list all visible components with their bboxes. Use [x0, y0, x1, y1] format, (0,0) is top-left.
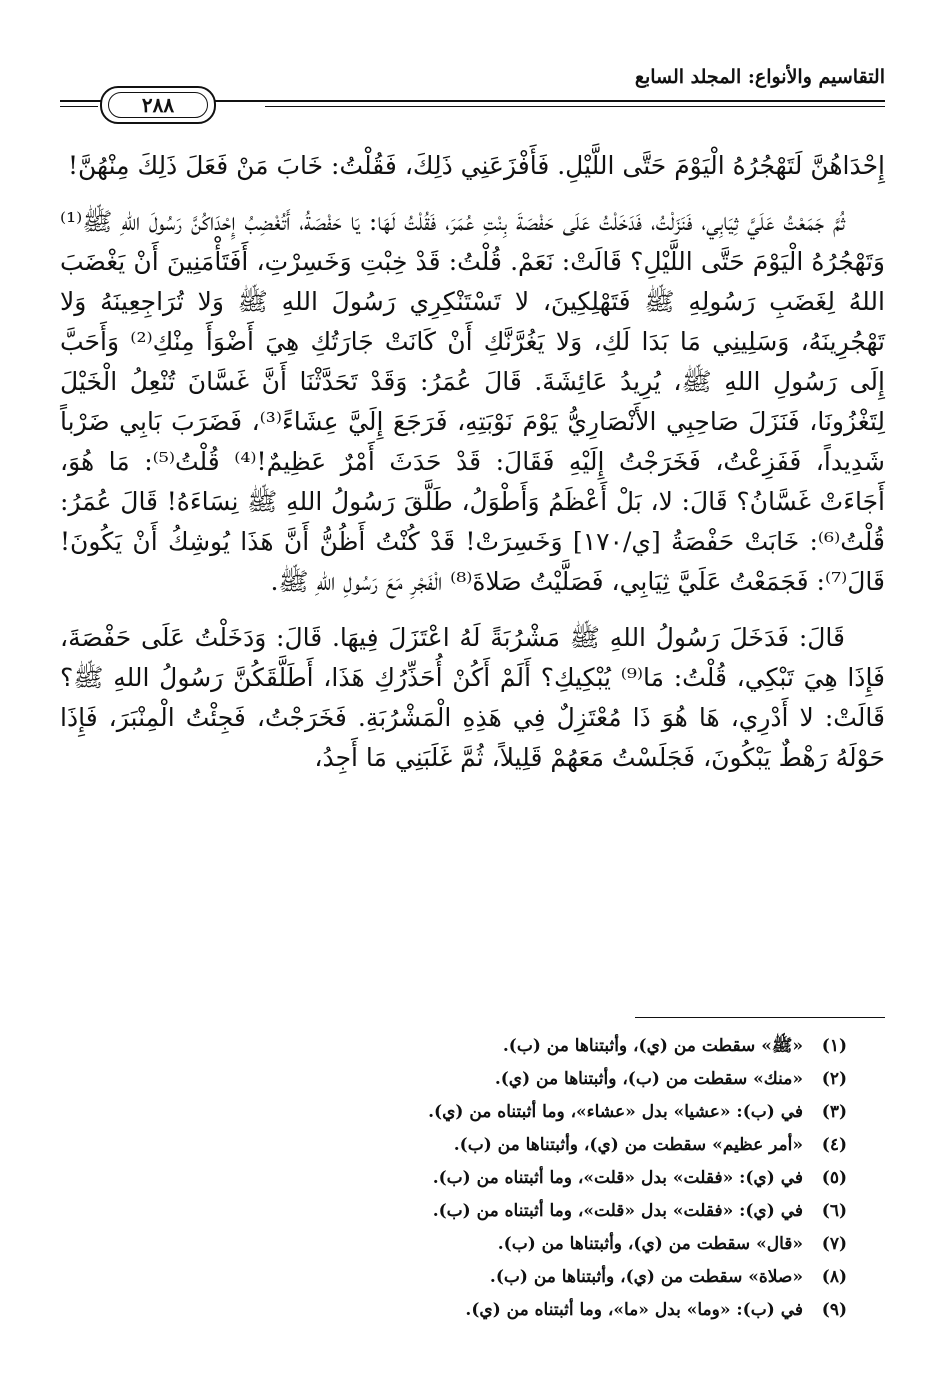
- footnote-number: (٦): [821, 1201, 847, 1221]
- footnote-number: (٤): [821, 1135, 847, 1155]
- paragraph-1: إِحْدَاهُنَّ لَتَهْجُرُهُ الْيَوْمَ حَتَّى اللَّيْلِ. فَأَفْزَعَنِي ذَلِكَ، فَقُلْتُ: خَابَ مَنْ فَعَلَ ذَلِكَ مِنْهُنَّ!: [67, 151, 885, 180]
- footnote-3: [60, 1096, 847, 1129]
- footnote-8: [60, 1261, 847, 1294]
- footnote-number: (١): [821, 1036, 847, 1056]
- footnote-9: [60, 1294, 847, 1327]
- footnote-7: [60, 1228, 847, 1261]
- footnote-text: في (ب): «وما» بدل «ما»، وما أثبتناه من (ي).: [465, 1300, 803, 1320]
- footnote-text: في (ي): «فقلت» بدل «قلت»، وما أثبتناه من (ب).: [432, 1168, 803, 1188]
- footnote-text: في (ب): «عشيا» بدل «عشاء»، وما أثبتناه من (ي).: [428, 1102, 803, 1122]
- page-number: ٢٨٨: [108, 92, 208, 118]
- footnote-2: [60, 1063, 847, 1096]
- footnotes: [60, 1030, 847, 1327]
- footnote-number: (٢): [821, 1069, 847, 1089]
- footnote-5: [60, 1162, 847, 1195]
- footnote-text: في (ي): «فقلت» بدل «قلت»، وما أثبتناه من (ب).: [432, 1201, 803, 1221]
- footnote-text: «أمر عظيم» سقطت من (ي)، وأثبتناها من (ب).: [453, 1135, 803, 1155]
- running-title: التقاسيم والأنواع: المجلد السابع: [634, 66, 885, 88]
- footnote-6: [60, 1195, 847, 1228]
- paragraph-2: ثُمَّ جَمَعْتُ عَلَيَّ ثِيَابِي، فَنَزَلْتُ، فَدَخَلْتُ عَلَى حَفْصَةَ بِنْتِ عُمَرَ، فَقُلْتُ لَهَا: يَا حَفْصَةُ، أَتُغْضِبُ إِحْدَاكُنَّ رَسُولَ اللهِ ﷺ⁽¹⁾ وَتَهْجُرُهُ الْيَوْمَ حَتَّى اللَّيْلِ؟ قَالَتْ: نَعَمْ. قُلْتُ: قَدْ خِبْتِ وَخَسِرْتِ، أَفَتَأْمَنِينَ أَنْ يَغْضَبَ اللهُ لِغَضَبِ رَسُولِهِ ﷺ فَتَهْلِكِينَ، لا تَسْتَنْكِرِي رَسُولَ اللهِ ﷺ وَلا تُرَاجِعِينَهُ وَلا تَهْجُرِينَهُ، وَسَلِينِي مَا بَدَا لَكِ، وَلا يَغُرَّنَّكِ أَنْ كَانَتْ جَارَتُكِ هِيَ أَضْوَأَ مِنْكِ⁽²⁾ وَأَحَبَّ إِلَى رَسُولِ اللهِ ﷺ، يُرِيدُ عَائِشَةَ. قَالَ عُمَرُ: وَقَدْ تَحَدَّثْنَا أَنَّ غَسَّانَ تُنْعِلُ الْخَيْلَ لِتَغْزُونَا، فَنَزَلَ صَاحِبِي الأَنْصَارِيُّ يَوْمَ نَوْبَتِهِ، فَرَجَعَ إِلَيَّ عِشَاءً⁽³⁾، فَضَرَبَ بَابِي ضَرْباً شَدِيداً، فَفَزِعْتُ، فَخَرَجْتُ إِلَيْهِ فَقَالَ: قَدْ حَدَثَ أَمْرٌ عَظِيمٌ!⁽⁴⁾ قُلْتُ⁽⁵⁾: مَا هُوَ، أَجَاءَتْ غَسَّانُ؟ قَالَ: لا، بَلْ أَعْظَمُ وَأَطْوَلُ، طَلَّقَ رَسُولُ اللهِ ﷺ نِسَاءَهُ! قَالَ عُمَرُ: قُلْتُ⁽⁶⁾: خَابَتْ حَفْصَةُ [ي/١٧٠] وَخَسِرَتْ! قَدْ كُنْتُ أَظُنُّ أَنَّ هَذَا يُوشِكُ أَنْ يَكُونَ! قَالَ⁽⁷⁾: فَجَمَعْتُ عَلَيَّ ثِيَابِي، فَصَلَّيْتُ صَلاةَ⁽⁸⁾ الْفَجْرِ مَعَ رَسُولِ اللهِ ﷺ.: [60, 207, 885, 596]
- main-text: [60, 146, 885, 778]
- header-rule-left: [60, 100, 98, 102]
- footnote-text: «قال» سقطت من (ي)، وأثبتناها من (ب).: [497, 1234, 803, 1254]
- header-rule-thin: [265, 106, 885, 107]
- paragraph-3: قَالَ: فَدَخَلَ رَسُولُ اللهِ ﷺ مَشْرُبَةً لَهُ اعْتَزَلَ فِيهَا. قَالَ: وَدَخَلْتُ عَلَى حَفْصَةَ، فَإِذَا هِيَ تَبْكِي، قُلْتُ: مَا⁽⁹⁾ يُبْكِيكِ؟ أَلَمْ أَكُنْ أُحَذِّرُكِ هَذَا، أَطَلَّقَكُنَّ رَسُولُ اللهِ ﷺ؟ قَالَتْ: لا أَدْرِي، هَا هُوَ ذَا مُعْتَزِلٌ فِي هَذِهِ الْمَشْرُبَةِ. فَخَرَجْتُ، فَجِئْتُ الْمِنْبَرَ، فَإِذَا حَوْلَهُ رَهْطٌ يَبْكُونَ، فَجَلَسْتُ مَعَهُمْ قَلِيلاً، ثُمَّ غَلَبَنِي مَا أَجِدُ،: [60, 623, 886, 772]
- footnote-4: [60, 1129, 847, 1162]
- page-header: [60, 62, 885, 122]
- footnote-number: (٣): [821, 1102, 847, 1122]
- footnote-number: (٧): [821, 1234, 847, 1254]
- footnote-number: (٨): [821, 1267, 847, 1287]
- footnote-separator: [635, 1017, 885, 1018]
- page-number-frame: [100, 86, 216, 124]
- footnote-1: [60, 1030, 847, 1063]
- footnote-text: «منك» سقطت من (ب)، وأثبتناها من (ي).: [494, 1069, 803, 1089]
- footnote-number: (٥): [821, 1168, 847, 1188]
- footnote-text: «صلاة» سقطت من (ي)، وأثبتناها من (ب).: [489, 1267, 803, 1287]
- footnote-text: «ﷺ» سقطت من (ي)، وأثبتناها من (ب).: [502, 1036, 803, 1056]
- footnote-number: (٩): [821, 1300, 847, 1320]
- header-rule-left-thin: [60, 106, 98, 107]
